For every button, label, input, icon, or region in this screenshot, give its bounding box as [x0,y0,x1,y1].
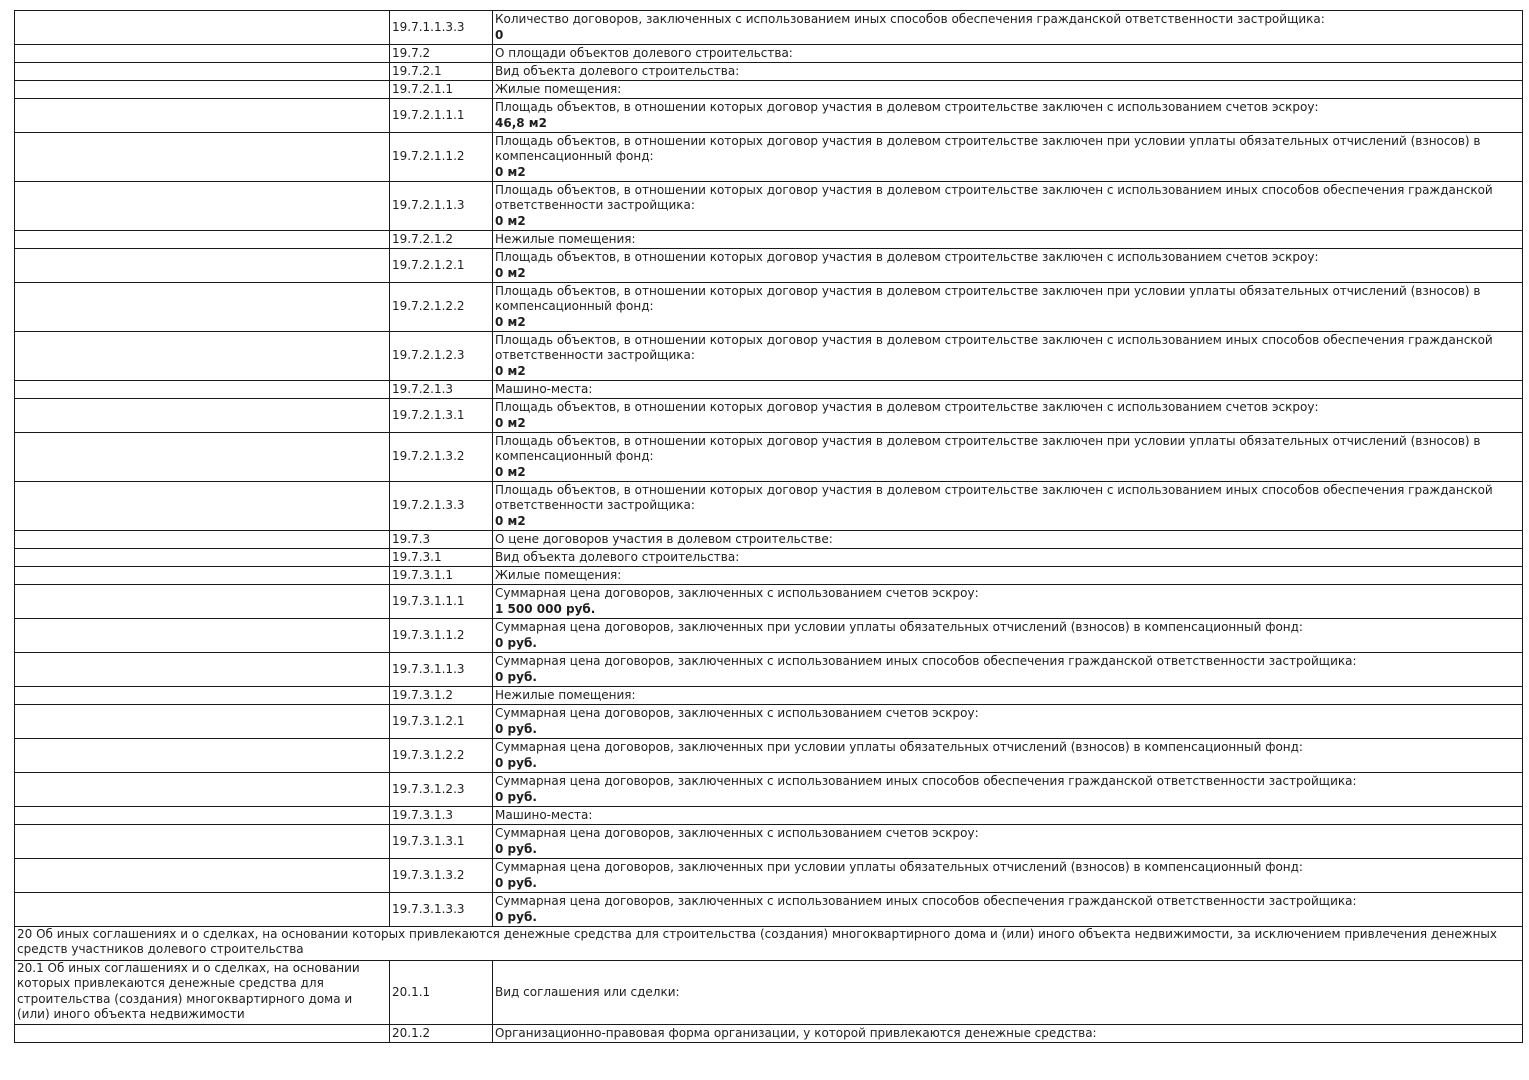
item-text: Суммарная цена договоров, заключенных с использованием иных способов обеспечения гражданской ответственности застройщика: [495,774,1357,789]
item-code: 19.7.2.1.3.3 [390,482,493,531]
item-cell [493,567,1523,585]
item-text: Вид объекта долевого строительства: [495,63,740,78]
item-cell [493,739,1523,773]
table-row [15,11,1523,45]
empty-cell [15,549,390,567]
item-text: Площадь объектов, в отношении которых договор участия в долевом строительстве заключен с использованием иных способов обеспечения гражданской ответственности застройщика: [495,332,1493,363]
item-cell [493,231,1523,249]
item-code: 19.7.2.1.2.3 [390,332,493,381]
table-row [15,705,1523,739]
item-value: 1 500 000 руб. [495,601,596,616]
item-text: Вид объекта долевого строительства: [495,549,740,564]
item-code: 19.7.3.1.2.1 [390,705,493,739]
item-code: 19.7.3.1.3.2 [390,859,493,893]
item-text: Вид соглашения или сделки: [495,984,680,999]
empty-cell [15,332,390,381]
empty-cell [15,773,390,807]
item-code: 20.1.1 [390,961,493,1025]
item-text: Суммарная цена договоров, заключенных с использованием иных способов обеспечения гражданской ответственности застройщика: [495,654,1357,669]
item-cell [493,99,1523,133]
empty-cell [15,231,390,249]
item-text: Площадь объектов, в отношении которых договор участия в долевом строительстве заключен с использованием иных способов обеспечения гражданской ответственности застройщика: [495,182,1493,213]
empty-cell [15,567,390,585]
item-code: 19.7.3.1.2.3 [390,773,493,807]
table-row [15,133,1523,182]
item-text: Площадь объектов, в отношении которых договор участия в долевом строительстве заключен при условии уплаты обязательных отчислений (взносов) в компенсационный фонд: [495,133,1481,164]
item-cell [493,893,1523,927]
item-text: О цене договоров участия в долевом строительстве: [495,531,833,546]
table-row [15,653,1523,687]
table-row [15,619,1523,653]
item-cell [493,433,1523,482]
item-cell [493,11,1523,45]
item-value: 0 м2 [495,213,526,228]
table-row [15,567,1523,585]
item-code: 19.7.2.1 [390,63,493,81]
item-cell [493,133,1523,182]
item-text: Машино-места: [495,807,593,822]
item-cell [493,1025,1523,1043]
table-row [15,482,1523,531]
item-text: Организационно-правовая форма организации, у которой привлекаются денежные средства: [495,1025,1097,1040]
item-value: 0 м2 [495,464,526,479]
item-code: 19.7.2.1.1 [390,81,493,99]
item-text: Суммарная цена договоров, заключенных при условии уплаты обязательных отчислений (взносов) в компенсационный фонд: [495,860,1303,875]
item-text: О площади объектов долевого строительства: [495,45,793,60]
item-cell [493,531,1523,549]
empty-cell [15,63,390,81]
item-text: Нежилые помещения: [495,231,636,246]
item-text: Площадь объектов, в отношении которых договор участия в долевом строительстве заключен с использованием счетов эскроу: [495,400,1319,415]
item-cell [493,81,1523,99]
table-row [15,433,1523,482]
item-text: Жилые помещения: [495,567,622,582]
item-text: Машино-места: [495,381,593,396]
empty-cell [15,45,390,63]
empty-cell [15,531,390,549]
item-value: 0 руб. [495,669,537,684]
empty-cell [15,182,390,231]
item-value: 0 руб. [495,721,537,736]
item-cell [493,283,1523,332]
item-code: 19.7.3.1.1.1 [390,585,493,619]
empty-cell [15,283,390,332]
item-cell [493,687,1523,705]
item-cell [493,332,1523,381]
table-row [15,1025,1523,1043]
section-20-title: 20 Об иных соглашениях и о сделках, на основании которых привлекаются денежные средства для строительства (создания) многоквартирного дома и (или) иного объекта недвижимости, за исключением привлечения денежных средств участников долевого строительства [15,927,1523,961]
item-text: Площадь объектов, в отношении которых договор участия в долевом строительстве заключен с использованием счетов эскроу: [495,100,1319,115]
item-text: Площадь объектов, в отношении которых договор участия в долевом строительстве заключен при условии уплаты обязательных отчислений (взносов) в компенсационный фонд: [495,283,1481,314]
item-value: 0 руб. [495,841,537,856]
item-cell [493,182,1523,231]
table-row [15,687,1523,705]
item-value: 0 руб. [495,909,537,924]
item-code: 19.7.3.1 [390,549,493,567]
item-text: Количество договоров, заключенных с использованием иных способов обеспечения гражданской ответственности застройщика: [495,12,1325,27]
table-row [15,773,1523,807]
item-code: 20.1.2 [390,1025,493,1043]
disclosure-document [14,10,1516,1043]
item-value: 0 м2 [495,314,526,329]
table-row [15,381,1523,399]
item-cell [493,807,1523,825]
item-text: Суммарная цена договоров, заключенных с использованием счетов эскроу: [495,586,979,601]
item-code: 19.7.2.1.3 [390,381,493,399]
item-text: Нежилые помещения: [495,687,636,702]
table-row [15,825,1523,859]
item-text: Суммарная цена договоров, заключенных при условии уплаты обязательных отчислений (взносов) в компенсационный фонд: [495,740,1303,755]
empty-cell [15,99,390,133]
empty-cell [15,739,390,773]
item-code: 19.7.2.1.1.1 [390,99,493,133]
disclosure-table [14,10,1523,1043]
item-code: 19.7.3.1.1.2 [390,619,493,653]
section-20-row [15,927,1523,961]
item-cell [493,45,1523,63]
item-code: 19.7.3.1.1 [390,567,493,585]
item-value: 0 м2 [495,513,526,528]
item-value: 0 м2 [495,265,526,280]
empty-cell [15,705,390,739]
table-row [15,99,1523,133]
item-text: Площадь объектов, в отношении которых договор участия в долевом строительстве заключен при условии уплаты обязательных отчислений (взносов) в компенсационный фонд: [495,433,1481,464]
item-cell [493,961,1523,1025]
empty-cell [15,687,390,705]
item-cell [493,773,1523,807]
item-code: 19.7.2 [390,45,493,63]
table-row [15,961,1523,1025]
table-row [15,249,1523,283]
item-value: 0 м2 [495,363,526,378]
table-row [15,45,1523,63]
item-cell [493,381,1523,399]
item-text: Жилые помещения: [495,81,622,96]
item-code: 19.7.2.1.2.2 [390,283,493,332]
table-row [15,859,1523,893]
section-20-1-title: 20.1 Об иных соглашениях и о сделках, на основании которых привлекаются денежные средства для строительства (создания) многоквартирного дома и (или) иного объекта недвижимости [15,961,390,1025]
item-cell [493,549,1523,567]
item-value: 0 [495,27,504,42]
empty-cell [15,133,390,182]
item-cell [493,585,1523,619]
item-code: 19.7.3.1.1.3 [390,653,493,687]
empty-cell [15,11,390,45]
table-row [15,399,1523,433]
empty-cell [15,859,390,893]
item-code: 19.7.2.1.1.3 [390,182,493,231]
item-value: 0 м2 [495,164,526,179]
item-code: 19.7.3.1.2 [390,687,493,705]
empty-cell [15,585,390,619]
table-row [15,893,1523,927]
item-code: 19.7.3 [390,531,493,549]
rows-body [15,11,1523,1043]
item-cell [493,63,1523,81]
table-row [15,739,1523,773]
item-value: 0 руб. [495,875,537,890]
table-row [15,182,1523,231]
item-code: 19.7.1.1.3.3 [390,11,493,45]
empty-cell [15,249,390,283]
item-text: Суммарная цена договоров, заключенных с использованием счетов эскроу: [495,826,979,841]
table-row [15,63,1523,81]
item-cell [493,619,1523,653]
item-code: 19.7.3.1.3 [390,807,493,825]
item-code: 19.7.2.1.3.2 [390,433,493,482]
item-cell [493,859,1523,893]
empty-cell [15,399,390,433]
empty-cell [15,1025,390,1043]
table-row [15,549,1523,567]
table-row [15,231,1523,249]
empty-cell [15,381,390,399]
item-value: 0 м2 [495,415,526,430]
item-value: 46,8 м2 [495,115,547,130]
item-cell [493,653,1523,687]
item-cell [493,249,1523,283]
item-code: 19.7.3.1.2.2 [390,739,493,773]
empty-cell [15,81,390,99]
item-code: 19.7.2.1.1.2 [390,133,493,182]
empty-cell [15,619,390,653]
item-text: Суммарная цена договоров, заключенных с использованием счетов эскроу: [495,706,979,721]
item-cell [493,399,1523,433]
table-row [15,283,1523,332]
empty-cell [15,433,390,482]
table-row [15,585,1523,619]
table-row [15,81,1523,99]
item-value: 0 руб. [495,635,537,650]
table-row [15,332,1523,381]
item-text: Суммарная цена договоров, заключенных с использованием иных способов обеспечения гражданской ответственности застройщика: [495,894,1357,909]
item-cell [493,705,1523,739]
empty-cell [15,825,390,859]
item-text: Площадь объектов, в отношении которых договор участия в долевом строительстве заключен с использованием иных способов обеспечения гражданской ответственности застройщика: [495,482,1493,513]
item-value: 0 руб. [495,755,537,770]
empty-cell [15,893,390,927]
item-code: 19.7.2.1.3.1 [390,399,493,433]
item-code: 19.7.2.1.2 [390,231,493,249]
item-code: 19.7.3.1.3.1 [390,825,493,859]
empty-cell [15,653,390,687]
item-value: 0 руб. [495,789,537,804]
empty-cell [15,482,390,531]
item-cell [493,482,1523,531]
table-row [15,807,1523,825]
table-row [15,531,1523,549]
item-text: Суммарная цена договоров, заключенных при условии уплаты обязательных отчислений (взносов) в компенсационный фонд: [495,620,1303,635]
item-code: 19.7.3.1.3.3 [390,893,493,927]
item-code: 19.7.2.1.2.1 [390,249,493,283]
item-cell [493,825,1523,859]
item-text: Площадь объектов, в отношении которых договор участия в долевом строительстве заключен с использованием счетов эскроу: [495,250,1319,265]
empty-cell [15,807,390,825]
